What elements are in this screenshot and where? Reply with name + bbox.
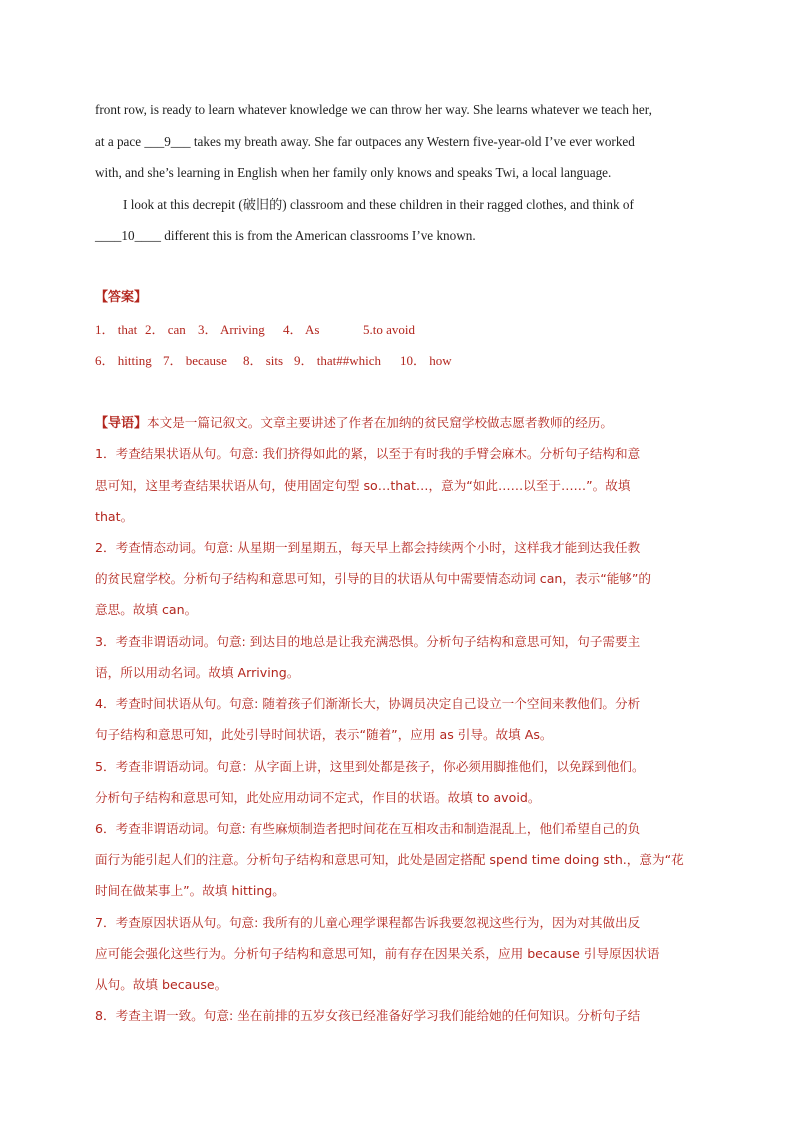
answer-item: 4． As (283, 322, 320, 337)
answer-item: 10． how (400, 353, 452, 368)
answer-heading: 【答案】 (95, 290, 148, 305)
guide-line: 应可能会强化这些行为。分析句子结构和意思可知，前有存在因果关系，应用 because 引导原因状语 (95, 946, 660, 961)
guide-line: that。 (95, 509, 134, 524)
guide-line: 1．考查结果状语从句。句意: 我们挤得如此的紧，以至于有时我的手臂会麻木。分析句子结构和意 (95, 446, 641, 461)
guide-line: 2．考查情态动词。句意: 从星期一到星期五，每天早上都会持续两个小时，这样我才能到达我任教 (95, 540, 641, 555)
answer-row-2 (95, 353, 452, 369)
guide-line: 4．考查时间状语从句。句意: 随着孩子们渐渐长大，协调员决定自己设立一个空间来教他们。分析 (95, 696, 641, 711)
guide-intro-line (95, 415, 613, 432)
passage-line-4: I look at this decrepit (破旧的) classroom and these children in their ragged clothes, and think of (123, 197, 634, 212)
guide-line: 7．考查原因状语从句。句意: 我所有的儿童心理学课程都告诉我要忽视这些行为，因为对其做出反 (95, 915, 641, 930)
passage-line-1: front row, is ready to learn whatever knowledge we can throw her way. She learns whatever we teach her, (95, 102, 652, 117)
passage-line-5: ____10____ different this is from the American classrooms I’ve known. (95, 228, 476, 243)
answer-item: 7． because (163, 353, 227, 368)
guide-line: 的贫民窟学校。分析句子结构和意思可知，引导的目的状语从句中需要情态动词 can，表示“能够”的 (95, 571, 652, 586)
answer-item: 6． hitting (95, 353, 152, 368)
answer-item: 1． that (95, 322, 138, 337)
guide-line: 时间在做某事上”。故填 hitting。 (95, 883, 285, 898)
guide-line: 句子结构和意思可知，此处引导时间状语，表示“随着”，应用 as 引导。故填 As。 (95, 727, 553, 742)
guide-line: 意思。故填 can。 (95, 602, 198, 617)
guide-heading: 【导语】 (95, 416, 148, 431)
guide-line: 3．考查非谓语动词。句意: 到达目的地总是让我充满恐惧。分析句子结构和意思可知，句子需要主 (95, 634, 641, 649)
answer-row-1 (95, 322, 415, 338)
passage-line-2: at a pace ___9___ takes my breath away. She far outpaces any Western five-year-old I’ve ever worked (95, 134, 635, 149)
guide-line: 从句。故填 because。 (95, 977, 228, 992)
answer-item: 8． sits (243, 353, 284, 368)
guide-line: 思可知，这里考查结果状语从句，使用固定句型 so…that…，意为“如此……以至于……”。故填 (95, 478, 631, 493)
answer-item: 3． Arriving (198, 322, 265, 337)
passage-line-3: with, and she’s learning in English when her family only knows and speaks Twi, a local language. (95, 165, 612, 180)
guide-line: 分析句子结构和意思可知，此处应用动词不定式，作目的状语。故填 to avoid。 (95, 790, 541, 805)
answer-item: 9． that##which (294, 353, 382, 368)
guide-line: 面行为能引起人们的注意。分析句子结构和意思可知，此处是固定搭配 spend time doing sth.，意为“花 (95, 852, 684, 867)
guide-line: 5．考查非谓语动词。句意：从字面上讲，这里到处都是孩子，你必须用脚推他们，以免踩到他们。 (95, 759, 645, 774)
answer-item: 5.to avoid (363, 322, 415, 337)
guide-line: 8．考查主谓一致。句意: 坐在前排的五岁女孩已经准备好学习我们能给她的任何知识。分析句子结 (95, 1008, 641, 1023)
answer-item: 2． can (145, 322, 186, 337)
guide-intro: 本文是一篇记叙文。文章主要讲述了作者在加纳的贫民窟学校做志愿者教师的经历。 (147, 415, 613, 430)
guide-line: 语，所以用动名词。故填 Arriving。 (95, 665, 300, 680)
guide-line: 6．考查非谓语动词。句意: 有些麻烦制造者把时间花在互相攻击和制造混乱上，他们希望自己的负 (95, 821, 641, 836)
